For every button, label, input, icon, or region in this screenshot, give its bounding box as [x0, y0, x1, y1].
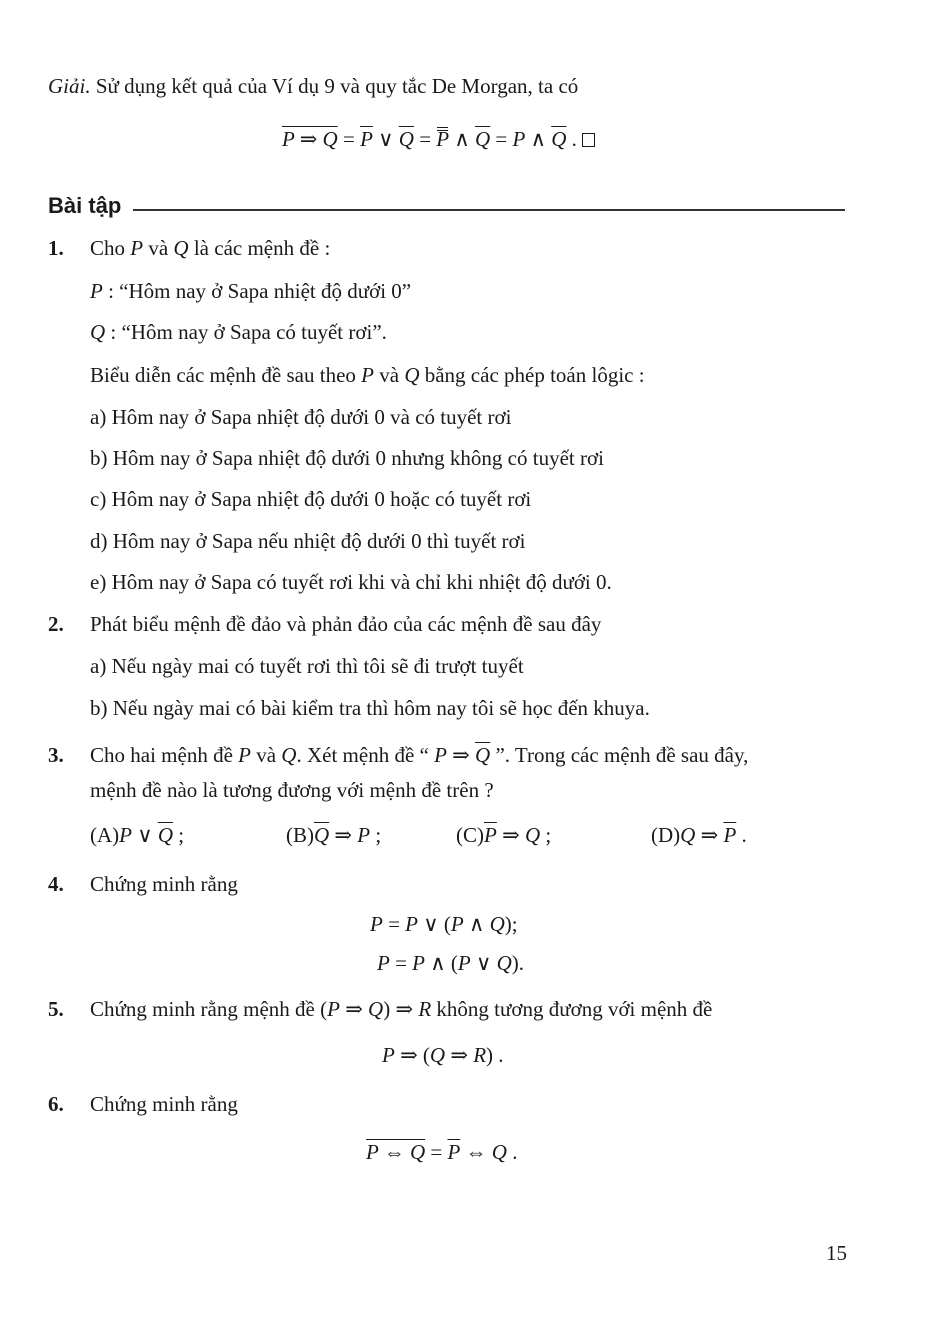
exercise-1-item-a: a) Hôm nay ở Sapa nhiệt độ dưới 0 và có tuyết rơi: [90, 405, 512, 429]
exercise-2-item-a: a) Nếu ngày mai có tuyết rơi thì tôi sẽ đi trượt tuyết: [90, 654, 524, 678]
exercise-1-task: Biểu diễn các mệnh đề sau theo P và Q bằng các phép toán lôgic :: [90, 363, 645, 387]
exercise-4-number: 4.: [48, 872, 64, 896]
intro-formula: P ⇒ $Q = \overline{P}$ ∨ $\overline{Q} = P$ ∧ $\overline{Q} = P$ ∧ $\overline{Q}$ .: [282, 127, 595, 152]
exercise-1-item-e: e) Hôm nay ở Sapa có tuyết rơi khi và chỉ khi nhiệt độ dưới 0.: [90, 570, 612, 594]
intro-text: Sử dụng kết quả của Ví dụ 9 và quy tắc De Morgan, ta có: [90, 74, 579, 98]
exercise-3-statement: Cho hai mệnh đề P và Q. Xét mệnh đề “ P ⇒ $\overline{Q}$ ”. Trong các mệnh đề sau đây,: [90, 743, 749, 767]
exercise-3-number: 3.: [48, 743, 64, 767]
exercise-5-number: 5.: [48, 997, 64, 1021]
page-number: 15: [826, 1241, 847, 1265]
exercise-6-statement: Chứng minh rằng: [90, 1092, 238, 1116]
exercise-1-item-b: b) Hôm nay ở Sapa nhiệt độ dưới 0 nhưng không có tuyết rơi: [90, 446, 604, 470]
exercise-4-formula-2: P = P ∧ (P ∨ Q).: [377, 951, 524, 975]
exercise-5-statement: Chứng minh rằng mệnh đề (P ⇒ Q) ⇒ R không tương đương với mệnh đề: [90, 997, 713, 1021]
exercise-1-item-c: c) Hôm nay ở Sapa nhiệt độ dưới 0 hoặc có tuyết rơi: [90, 487, 532, 511]
option-c: $(C)\overline{P}$ ⇒ Q ;: [456, 823, 552, 847]
exercise-1-number: 1.: [48, 236, 64, 260]
exercise-1-statement: Cho P và Q là các mệnh đề :: [90, 236, 331, 260]
option-b: $(B)\overline{Q}$ ⇒ P ;: [286, 823, 382, 847]
exercise-4-statement: Chứng minh rằng: [90, 872, 238, 896]
option-d: (D)Q ⇒ $\overline{P}$ .: [651, 823, 747, 847]
section-title: Bài tập: [48, 193, 122, 218]
option-a: (A)P ∨ $\overline{Q}$ ;: [90, 823, 185, 847]
intro-line: [48, 74, 578, 99]
exercise-6-formula: P ⇔ $Q = \overline{P}$ ⇔ Q .: [366, 1140, 518, 1164]
proposition-p: P : “Hôm nay ở Sapa nhiệt độ dưới 0”: [90, 279, 412, 303]
end-of-proof-icon: [582, 133, 595, 147]
proposition-q: Q : “Hôm nay ở Sapa có tuyết rơi”.: [90, 320, 387, 344]
exercise-3-line2: mệnh đề nào là tương đương với mệnh đề trên ?: [90, 778, 494, 802]
exercise-6-number: 6.: [48, 1092, 64, 1116]
exercise-2-statement: Phát biểu mệnh đề đảo và phản đảo của các mệnh đề sau đây: [90, 612, 602, 636]
solution-label: Giải.: [48, 74, 91, 98]
exercise-2-number: 2.: [48, 612, 64, 636]
exercise-2-item-b: b) Nếu ngày mai có bài kiểm tra thì hôm nay tôi sẽ học đến khuya.: [90, 696, 650, 720]
exercise-1-item-d: d) Hôm nay ở Sapa nếu nhiệt độ dưới 0 thì tuyết rơi: [90, 529, 526, 553]
exercise-5-formula: P ⇒ (Q ⇒ R) .: [382, 1043, 504, 1067]
section-rule: [133, 209, 845, 211]
exercise-4-formula-1: P = P ∨ (P ∧ Q);: [370, 912, 518, 936]
